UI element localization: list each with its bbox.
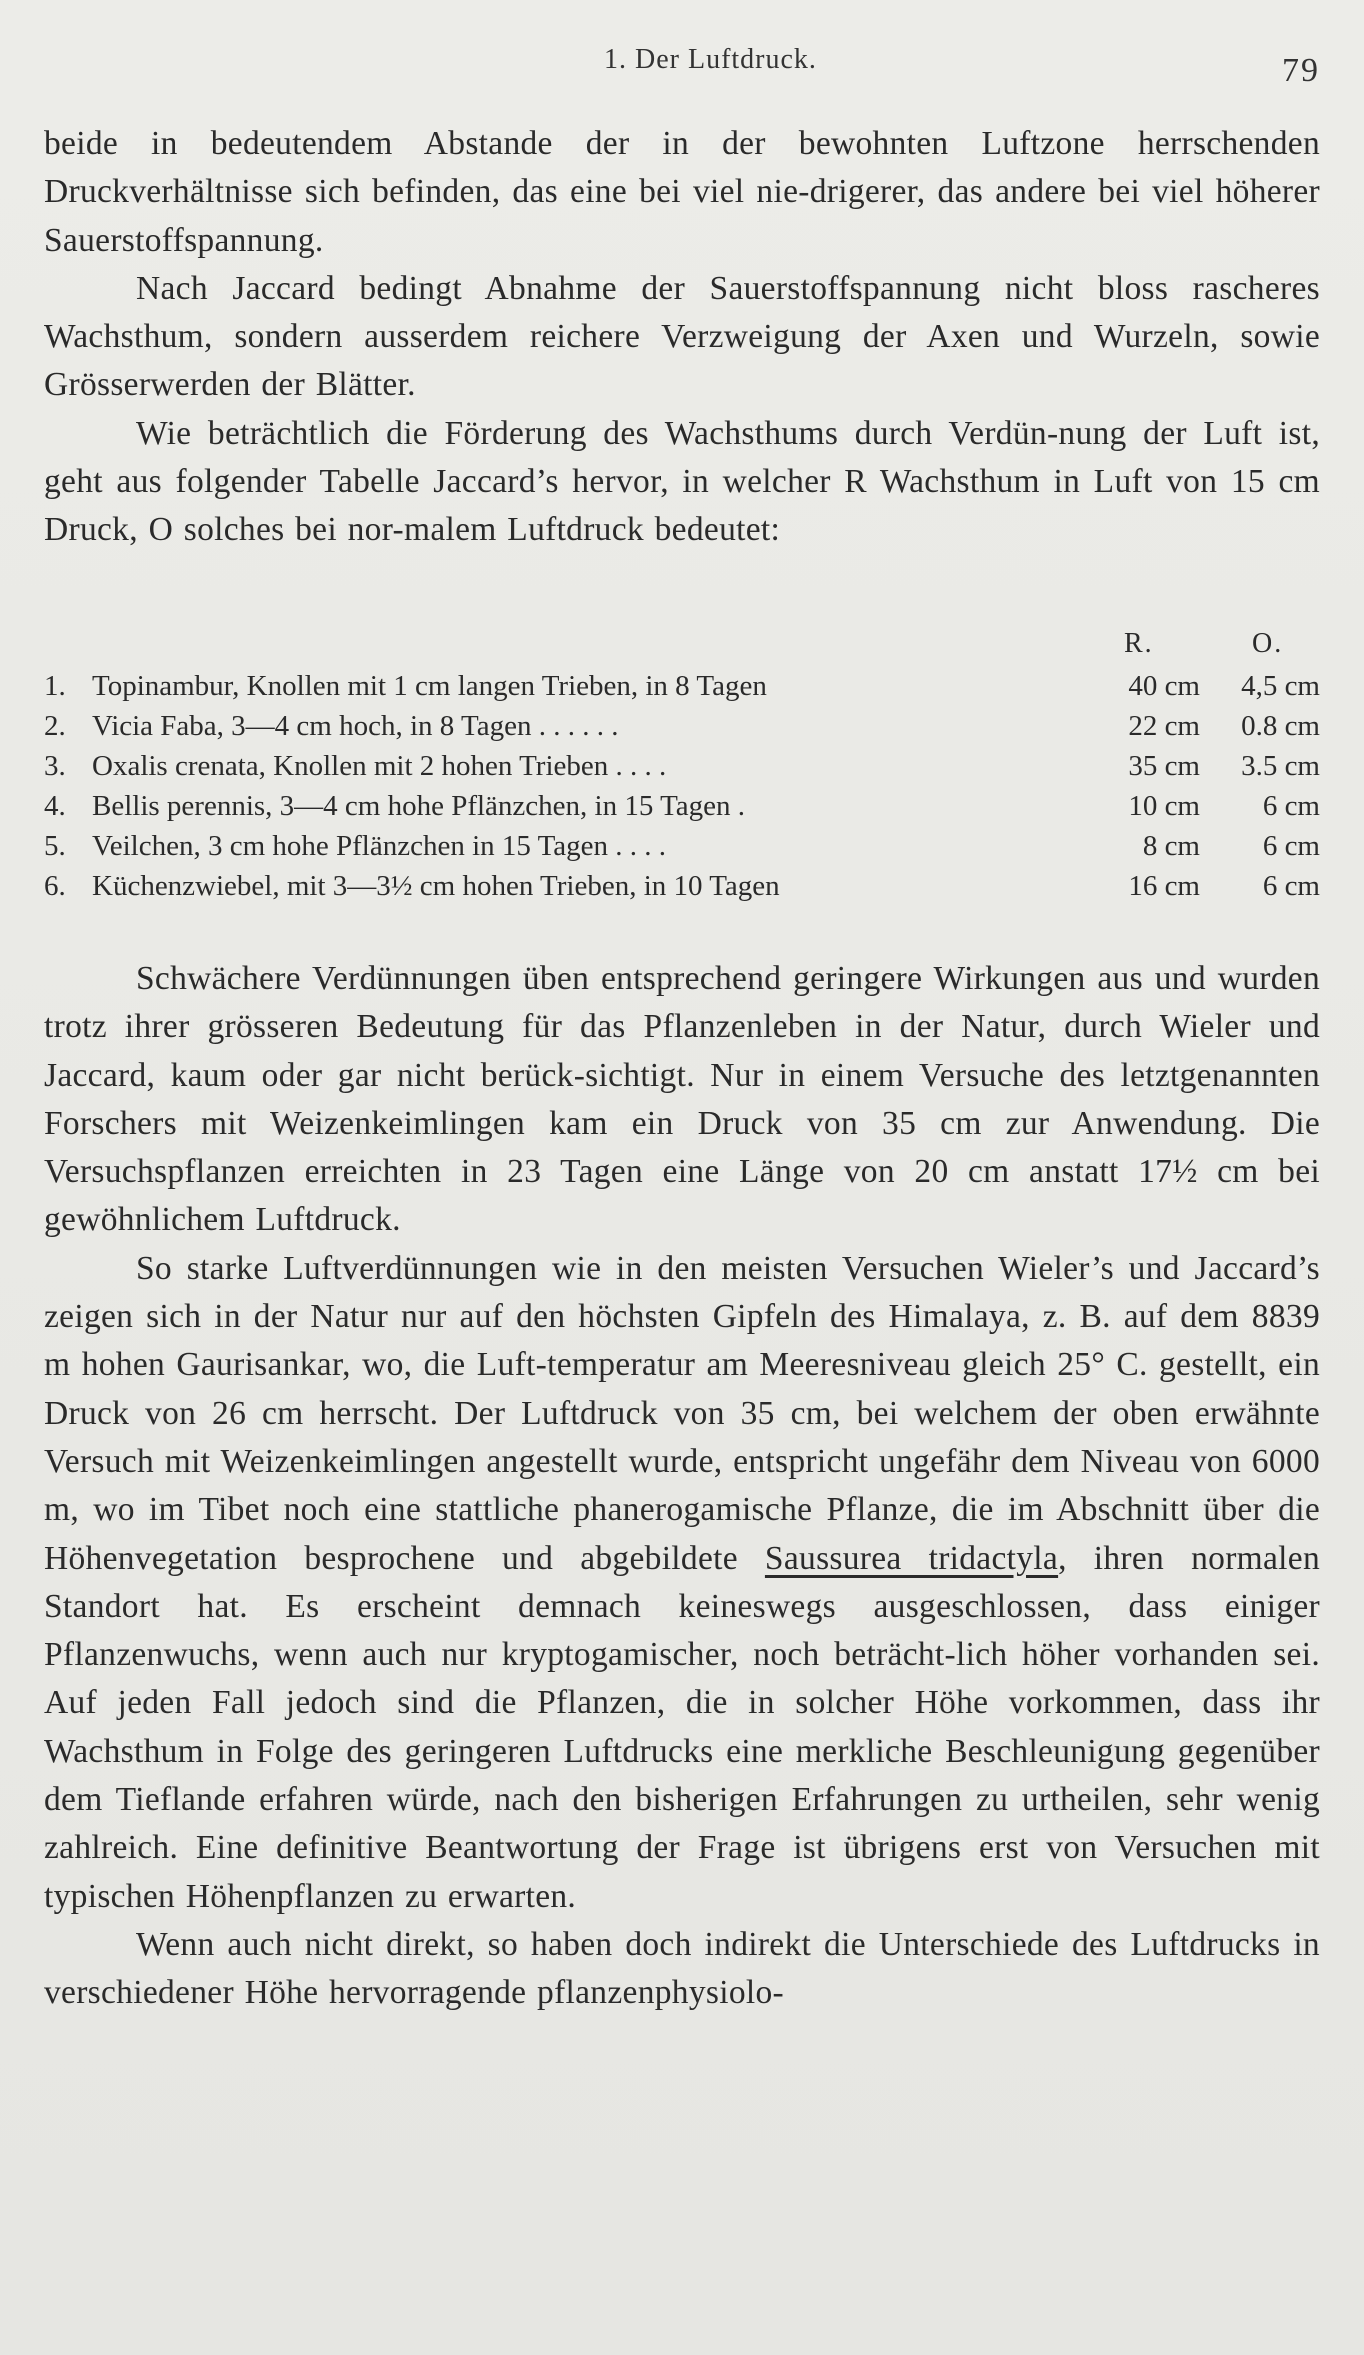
row-label: Bellis perennis, 3—4 cm hohe Pflänzchen, in 15 Tagen . xyxy=(92,790,746,822)
row-number: 4. xyxy=(44,790,66,822)
row-value-o: 6 cm xyxy=(1262,870,1320,902)
row-value-r: 40 cm xyxy=(1128,670,1200,702)
row-number: 6. xyxy=(44,870,66,902)
table-row xyxy=(44,666,1320,706)
row-value-r: 22 cm xyxy=(1128,710,1200,742)
main-text xyxy=(44,955,1320,2018)
row-value-o: 3.5 cm xyxy=(1241,750,1320,782)
row-value-o: 0.8 cm xyxy=(1241,710,1320,742)
row-value-r: 35 cm xyxy=(1128,750,1200,782)
column-header-o: O. xyxy=(1252,628,1284,659)
column-header-r: R. xyxy=(1124,628,1154,659)
row-label: Veilchen, 3 cm hohe Pflänzchen in 15 Tagen . . . . xyxy=(92,830,667,862)
paragraph-5-part-1: So starke Luftverdünnungen wie in den meisten Versuchen Wieler’s und Jaccard’s zeigen sich in der Natur nur auf den höchsten Gipfeln des Himalaya, z. B. auf dem 8839 m hohen Gaurisankar, wo, die Luft-temperatur am Meeresniveau gleich 25° C. gestellt, ein Druck von 26 cm herrscht. Der Luftdruck von 35 cm, bei welchem der oben erwähnte Versuch mit Weizenkeimlingen angestellt wurde, entspricht ungefähr dem Niveau von 6000 m, wo im Tibet noch eine stattliche phanerogamische Pflanze, die im Abschnitt über die Höhenvegetation besprochene und abgebildete xyxy=(44,1249,1320,1577)
table-row xyxy=(44,746,1320,786)
row-label: Oxalis crenata, Knollen mit 2 hohen Trieben . . . . xyxy=(92,750,667,782)
paragraph-5 xyxy=(44,1245,1320,1921)
row-value-r: 8 cm xyxy=(1142,830,1200,862)
row-label: Küchenzwiebel, mit 3—3½ cm hohen Trieben, in 10 Tagen xyxy=(92,870,780,902)
paragraph-5-part-2: , ihren normalen Standort hat. Es erscheint demnach keineswegs ausgeschlossen, dass einiger Pflanzenwuchs, wenn auch nur kryptogamischer, noch beträcht-lich höher vorhanden sei. Auf jeden Fall jedoch sind die Pflanzen, die in solcher Höhe vorkommen, dass ihr Wachsthum in Folge des geringeren Luftdrucks eine merkliche Beschleunigung gegenüber dem Tieflande erfahren würde, nach den bisherigen Erfahrungen zu urtheilen, sehr wenig zahlreich. Eine definitive Beantwortung der Frage ist übrigens erst von Versuchen mit typischen Höhenpflanzen zu erwarten. xyxy=(44,1539,1321,1915)
row-number: 1. xyxy=(44,670,66,702)
paragraph-4: Schwächere Verdünnungen üben entsprechend geringere Wirkungen aus und wurden trotz ihrer grösseren Bedeutung für das Pflanzenleben in der Natur, durch Wieler und Jaccard, kaum oder gar nicht berück-sichtigt. Nur in einem Versuche des letztgenannten Forschers mit Weizenkeimlingen kam ein Druck von 35 cm zur Anwendung. Die Versuchspflanzen erreichten in 23 Tagen eine Länge von 20 cm anstatt 17½ cm bei gewöhnlichem Luftdruck. xyxy=(44,960,1320,1239)
row-number: 5. xyxy=(44,830,66,862)
species-name-underlined: Saussurea tridactyla xyxy=(764,1539,1059,1577)
row-value-r: 10 cm xyxy=(1128,790,1200,822)
table-header xyxy=(44,620,1320,666)
table-row xyxy=(44,786,1320,826)
intro-text xyxy=(44,120,1320,555)
paragraph-6: Wenn auch nicht direkt, so haben doch indirekt die Unterschiede des Luftdrucks in verschiedener Höhe hervorragende pflanzenphysiolo- xyxy=(44,1925,1320,2012)
row-value-r: 16 cm xyxy=(1128,870,1200,902)
row-label: Topinambur, Knollen mit 1 cm langen Trieben, in 8 Tagen xyxy=(92,670,767,702)
paragraph-3: Wie beträchtlich die Förderung des Wachsthums durch Verdün-nung der Luft ist, geht aus folgender Tabelle Jaccard’s hervor, in welcher R Wachsthum in Luft von 15 cm Druck, O solches bei nor-malem Luftdruck bedeutet: xyxy=(44,414,1320,549)
paragraph-2: Nach Jaccard bedingt Abnahme der Sauerstoffspannung nicht bloss rascheres Wachsthum, sondern ausserdem reichere Verzweigung der Axen und Wurzeln, sowie Grösserwerden der Blätter. xyxy=(44,269,1320,404)
row-value-o: 6 cm xyxy=(1262,830,1320,862)
row-label: Vicia Faba, 3—4 cm hoch, in 8 Tagen . . . . . . xyxy=(92,710,619,742)
table-row xyxy=(44,826,1320,866)
paragraph-1: beide in bedeutendem Abstande der in der bewohnten Luftzone herrschenden Druckverhältnisse sich befinden, das eine bei viel nie-drigerer, das andere bei viel höherer Sauerstoffspannung. xyxy=(44,125,1320,259)
row-value-o: 6 cm xyxy=(1262,790,1320,822)
row-value-o: 4,5 cm xyxy=(1241,670,1320,702)
row-number: 3. xyxy=(44,750,66,782)
table-row xyxy=(44,866,1320,906)
row-number: 2. xyxy=(44,710,66,742)
growth-table xyxy=(44,620,1320,906)
page-number: 79 xyxy=(1282,52,1320,89)
table-row xyxy=(44,706,1320,746)
running-head: 1. Der Luftdruck. xyxy=(604,44,817,75)
